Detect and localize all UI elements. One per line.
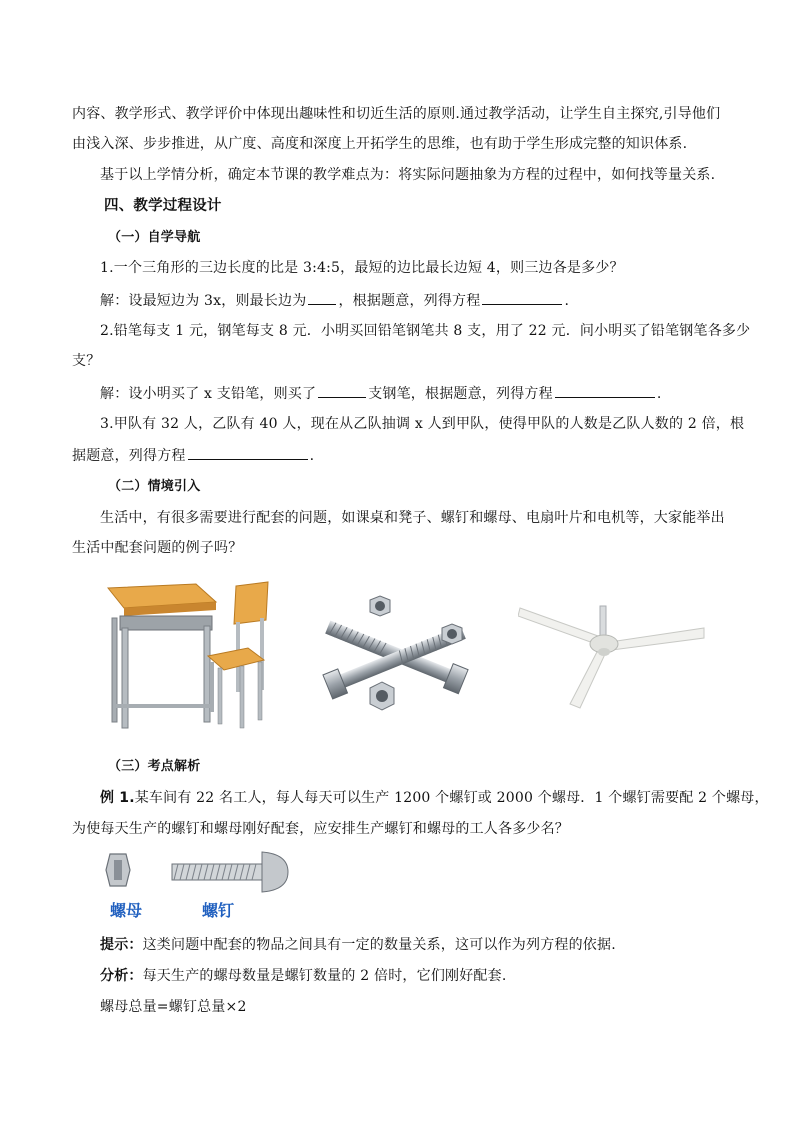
answer-text: . bbox=[309, 448, 315, 464]
answer-1 bbox=[100, 290, 752, 311]
bolts-nuts-image bbox=[312, 592, 490, 722]
question-3-cont bbox=[72, 445, 724, 466]
answer-2 bbox=[100, 383, 752, 404]
answer-blank[interactable] bbox=[482, 290, 562, 305]
answer-blank[interactable] bbox=[308, 290, 336, 305]
paragraph-line: 基于以上学情分析，确定本节课的教学难点为：将实际问题抽象为方程的过程中，如何找等量关系. bbox=[100, 167, 716, 183]
answer-text: ，根据题意，列得方程 bbox=[338, 293, 481, 309]
question-2-cont: 支？ bbox=[72, 353, 101, 369]
answer-text: 解：设小明买了 x 支铅笔，则买了 bbox=[100, 386, 317, 402]
analysis bbox=[100, 966, 752, 986]
bolt-icon bbox=[172, 852, 288, 892]
hint-text: 这类问题中配套的物品之间具有一定的数量关系，这可以作为列方程的依据. bbox=[142, 937, 616, 953]
question-3: 3.甲队有 32 人，乙队有 40 人，现在从乙队抽调 x 人到甲队，使得甲队的人数是乙队人数的 2 倍，根 bbox=[100, 416, 745, 432]
answer-blank[interactable] bbox=[188, 445, 308, 460]
paragraph-line: 内容、教学形式、教学评价中体现出趣味性和切近生活的原则.通过教学活动，让学生自主探究,引导他们 bbox=[72, 106, 721, 122]
paragraph-line: 由浅入深、步步推进，从广度、高度和深度上开拓学生的思维，也有助于学生形成完整的知识体系. bbox=[72, 136, 688, 152]
section-heading: 四、教学过程设计 bbox=[104, 198, 222, 214]
subsection-heading: （二）情境引入 bbox=[108, 479, 201, 494]
example-text: 某车间有 22 名工人，每人每天可以生产 1200 个螺钉或 2000 个螺母．1 个螺钉需要配 2 个螺母， bbox=[134, 790, 769, 806]
bolt-label: 螺钉 bbox=[202, 901, 235, 920]
example-label: 例 1. bbox=[100, 790, 135, 806]
hint-label: 提示： bbox=[100, 937, 143, 953]
nut-top bbox=[370, 596, 390, 616]
hint bbox=[100, 935, 752, 955]
analysis-label: 分析： bbox=[100, 968, 143, 984]
nut-icon bbox=[106, 854, 130, 886]
analysis-text: 每天生产的螺母数量是螺钉数量的 2 倍时，它们刚好配套. bbox=[142, 968, 507, 984]
answer-text: 据题意，列得方程 bbox=[72, 448, 186, 464]
answer-blank[interactable] bbox=[318, 383, 366, 398]
example-1-cont: 为使每天生产的螺钉和螺母刚好配套，应安排生产螺钉和螺母的工人各多少名？ bbox=[72, 821, 569, 837]
paragraph-line: 生活中配套问题的例子吗？ bbox=[72, 540, 243, 556]
answer-text: . bbox=[656, 386, 662, 402]
answer-text: 解：设最短边为 3x，则最长边为 bbox=[100, 293, 307, 309]
ceiling-fan-image bbox=[518, 598, 706, 710]
desk-chair-image bbox=[100, 578, 276, 738]
nut-bolt-figure bbox=[102, 850, 292, 898]
subsection-heading: （三）考点解析 bbox=[108, 759, 201, 774]
paragraph-line: 生活中，有很多需要进行配套的问题，如课桌和凳子、螺钉和螺母、电扇叶片和电机等，大家能举出 bbox=[100, 510, 725, 526]
question-2: 2.铅笔每支 1 元，钢笔每支 8 元．小明买回铅笔钢笔共 8 支，用了 22 元．问小明买了铅笔钢笔各多少 bbox=[100, 323, 751, 339]
question-1: 1.一个三角形的三边长度的比是 3:4:5，最短的边比最长边短 4，则三边各是多少？ bbox=[100, 260, 624, 276]
subsection-heading: （一）自学导航 bbox=[108, 230, 201, 245]
example-1 bbox=[100, 788, 769, 808]
nut-label: 螺母 bbox=[110, 901, 143, 920]
answer-text: . bbox=[564, 293, 570, 309]
answer-blank[interactable] bbox=[555, 383, 655, 398]
formula: 螺母总量=螺钉总量×2 bbox=[100, 999, 247, 1015]
answer-text: 支钢笔，根据题意，列得方程 bbox=[368, 386, 553, 402]
